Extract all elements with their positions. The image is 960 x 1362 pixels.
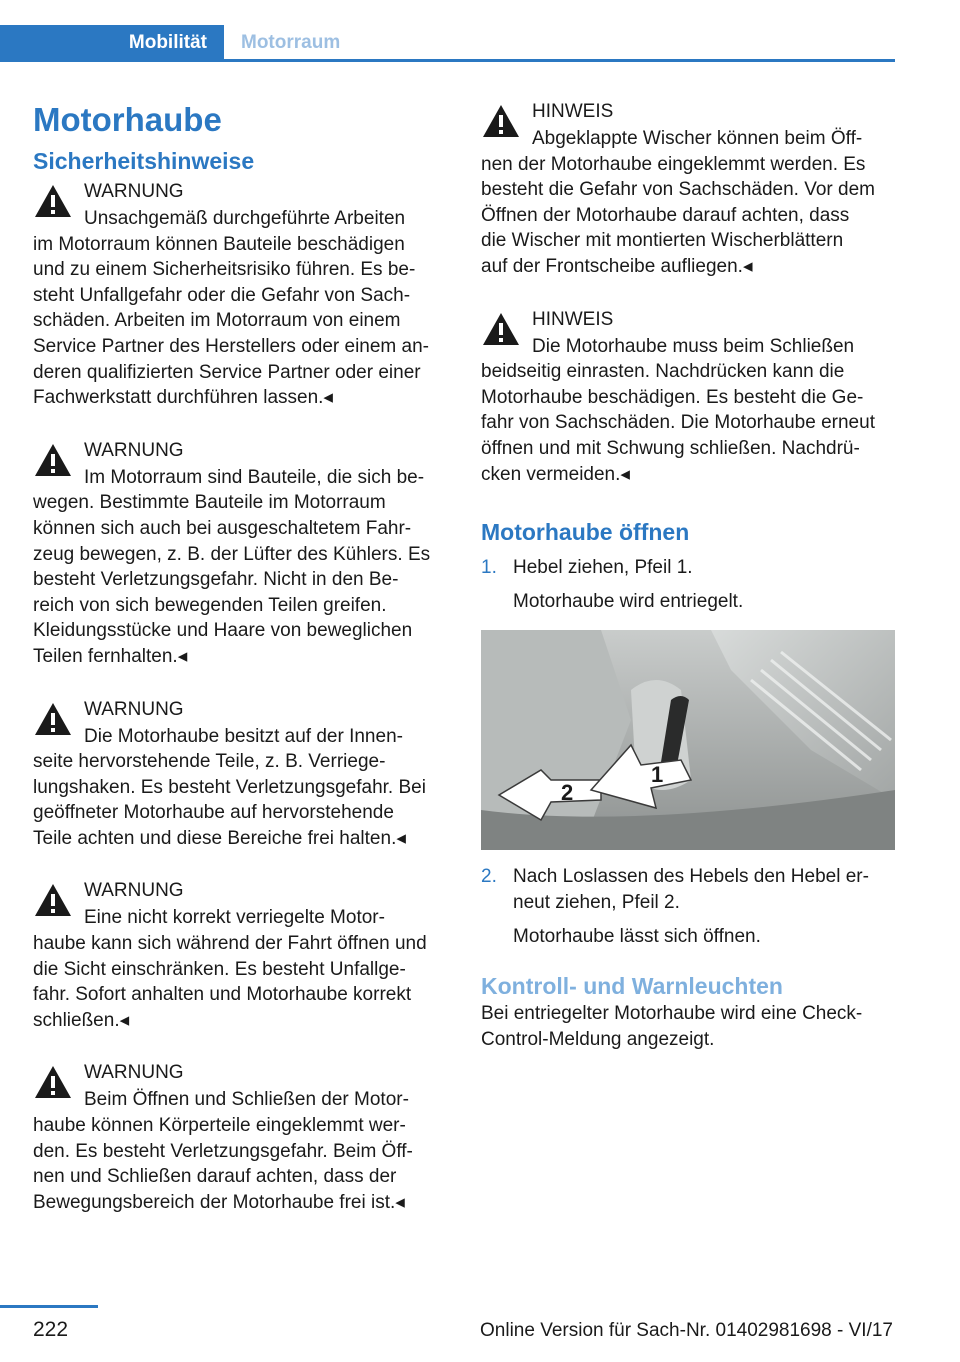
arrow-1-label: 1 bbox=[651, 762, 664, 788]
notice-text-line: Eine nicht korrekt verriegelte Motor- bbox=[84, 907, 385, 929]
notice-text-line: seite hervorstehende Teile, z. B. Verriege- bbox=[33, 751, 386, 773]
left-column bbox=[33, 98, 447, 1215]
step-result: Motorhaube wird entriegelt. bbox=[513, 590, 744, 612]
notice-text-line: Teilen fernhalten.◂ bbox=[33, 645, 188, 667]
right-notice-list bbox=[481, 98, 895, 487]
header-rule bbox=[0, 59, 895, 62]
notice-text-line: Motorhaube beschädigen. Es besteht die Ge- bbox=[481, 386, 864, 408]
notice-text-line: lungshaken. Es besteht Verletzungsgefahr. Bei bbox=[33, 776, 426, 798]
step-number: 1. bbox=[481, 557, 497, 579]
notice-text-line: deren qualifizierten Service Partner oder einer bbox=[33, 361, 421, 383]
notice-text-line: Beim Öffnen und Schließen der Motor- bbox=[84, 1089, 409, 1111]
step-result: Motorhaube lässt sich öffnen. bbox=[513, 925, 761, 947]
steps-list-continued bbox=[481, 864, 895, 949]
notice-text-line: den. Es besteht Verletzungsgefahr. Beim Öff- bbox=[33, 1140, 413, 1162]
step-text-line: neut ziehen, Pfeil 2. bbox=[513, 891, 680, 913]
tab-motorraum[interactable]: Motorraum bbox=[241, 32, 341, 53]
notice-text-line: besteht Verletzungsgefahr. Nicht in den Be- bbox=[33, 569, 399, 591]
notice-text-line: schließen.◂ bbox=[33, 1009, 130, 1031]
step-text: Hebel ziehen, Pfeil 1. bbox=[513, 557, 693, 579]
notice-text-line: die Wischer mit montierten Wischerblättern bbox=[481, 230, 844, 252]
notice-text-line: Die Motorhaube besitzt auf der Innen- bbox=[84, 725, 403, 747]
notice-block bbox=[33, 178, 447, 411]
step-number: 2. bbox=[481, 866, 497, 888]
step-text-line: Nach Loslassen des Hebels den Hebel er- bbox=[513, 866, 869, 888]
notice-text-line: schäden. Arbeiten im Motorraum von einem bbox=[33, 310, 401, 332]
footer-rule bbox=[0, 1305, 98, 1308]
notice-text-line: zeug bewegen, z. B. der Lüfter des Kühlers. Es bbox=[33, 543, 431, 565]
notice-text-line: fahr. Sofort anhalten und Motorhaube korrekt bbox=[33, 984, 412, 1006]
warning-triangle-icon bbox=[33, 881, 73, 919]
notice-text-line: Im Motorraum sind Bauteile, die sich be- bbox=[84, 466, 425, 488]
notice-text-line: beidseitig einrasten. Nachdrücken kann die bbox=[481, 361, 845, 383]
notice-text-line: Die Motorhaube muss beim Schließen bbox=[532, 335, 855, 357]
lights-text-line: Control-Meldung angezeigt. bbox=[481, 1028, 715, 1050]
warning-triangle-icon bbox=[33, 1063, 73, 1101]
notice-text-line: nen der Motorhaube eingeklemmt werden. Es bbox=[481, 153, 866, 175]
step-item bbox=[481, 864, 895, 949]
steps-list bbox=[481, 555, 895, 614]
notice-label: HINWEIS bbox=[532, 101, 614, 122]
notice-label: WARNUNG bbox=[84, 880, 184, 902]
notice-text-line: die Sicht einschränken. Es besteht Unfallge- bbox=[33, 958, 406, 980]
notice-text-line: reich von sich bewegenden Teilen greifen. bbox=[33, 594, 387, 616]
notice-label: WARNUNG bbox=[84, 698, 184, 720]
notice-block bbox=[33, 437, 447, 670]
notice-text-line: Kleidungsstücke und Haare von beweglichen bbox=[33, 620, 413, 642]
warning-triangle-icon bbox=[481, 310, 521, 348]
left-notice-list bbox=[33, 178, 447, 1215]
notice-label: WARNUNG bbox=[84, 1062, 184, 1084]
warning-triangle-icon bbox=[33, 182, 73, 220]
notice-text-line: Öffnen der Motorhaube darauf achten, dass bbox=[481, 204, 850, 226]
notice-text-line: können sich auch bei ausgeschaltetem Fahr- bbox=[33, 517, 412, 539]
warning-triangle-icon bbox=[33, 700, 73, 738]
section-safety-heading: Sicherheitshinweise bbox=[33, 148, 255, 174]
lever-illustration bbox=[481, 630, 895, 850]
notice-text-line: Abgeklappte Wischer können beim Öff- bbox=[532, 128, 863, 149]
tab-mobilitaet[interactable]: Mobilität bbox=[0, 25, 224, 62]
notice-text-line: fahr von Sachschäden. Die Motorhaube erneut bbox=[481, 412, 875, 434]
notice-label: HINWEIS bbox=[532, 308, 614, 330]
notice-text-line: auf der Frontscheibe aufliegen.◂ bbox=[481, 255, 753, 277]
notice-text-line: Fachwerkstatt durchführen lassen.◂ bbox=[33, 387, 333, 409]
warning-triangle-icon bbox=[481, 102, 521, 140]
notice-text-line: cken vermeiden.◂ bbox=[481, 463, 630, 485]
section-lights-heading: Kontroll- und Warnleuchten bbox=[481, 973, 783, 1000]
notice-label: WARNUNG bbox=[84, 439, 184, 461]
page-number: 222 bbox=[33, 1318, 69, 1341]
arrow-2-label: 2 bbox=[561, 780, 574, 806]
notice-text-line: öffnen und mit Schwung schließen. Nachdrü- bbox=[481, 437, 860, 459]
header-tab-bar bbox=[0, 25, 895, 62]
notice-text-line: Teile achten und diese Bereiche frei halten.◂ bbox=[33, 827, 406, 849]
notice-block bbox=[33, 696, 447, 852]
notice-text-line: Service Partner des Herstellers oder einem an- bbox=[33, 335, 430, 357]
notice-text-line: haube kann sich während der Fahrt öffnen und bbox=[33, 933, 427, 955]
notice-text-line: geöffneter Motorhaube auf hervorstehende bbox=[33, 802, 394, 824]
page-title: Motorhaube bbox=[33, 101, 222, 138]
notice-text-line: nen und Schließen darauf achten, dass der bbox=[33, 1166, 397, 1188]
notice-text-line: besteht die Gefahr von Sachschäden. Vor dem bbox=[481, 179, 875, 201]
step-item bbox=[481, 555, 895, 614]
footer-online-version: Online Version für Sach-Nr. 01402981698 - VI/17 bbox=[480, 1320, 893, 1341]
notice-text-line: Unsachgemäß durchgeführte Arbeiten bbox=[84, 208, 406, 229]
notice-text-line: und zu einem Sicherheitsrisiko führen. Es be- bbox=[33, 259, 416, 281]
notice-text-line: Bewegungsbereich der Motorhaube frei ist.◂ bbox=[33, 1191, 405, 1213]
notice-block bbox=[33, 1059, 447, 1215]
notice-block bbox=[481, 98, 895, 280]
notice-text-line: haube können Körperteile eingeklemmt wer- bbox=[33, 1115, 406, 1137]
lights-text-line: Bei entriegelter Motorhaube wird eine Check- bbox=[481, 1003, 863, 1025]
notice-label: WARNUNG bbox=[84, 181, 184, 202]
hood-release-lever-image bbox=[481, 630, 895, 850]
right-column bbox=[481, 98, 895, 1052]
notice-text-line: steht Unfallgefahr oder die Gefahr von Sach- bbox=[33, 284, 411, 306]
notice-block bbox=[481, 306, 895, 488]
notice-block bbox=[33, 877, 447, 1033]
notice-text-line: im Motorraum können Bauteile beschädigen bbox=[33, 233, 405, 255]
notice-text-line: wegen. Bestimmte Bauteile im Motorraum bbox=[33, 492, 386, 514]
section-open-heading: Motorhaube öffnen bbox=[481, 519, 690, 546]
warning-triangle-icon bbox=[33, 441, 73, 479]
